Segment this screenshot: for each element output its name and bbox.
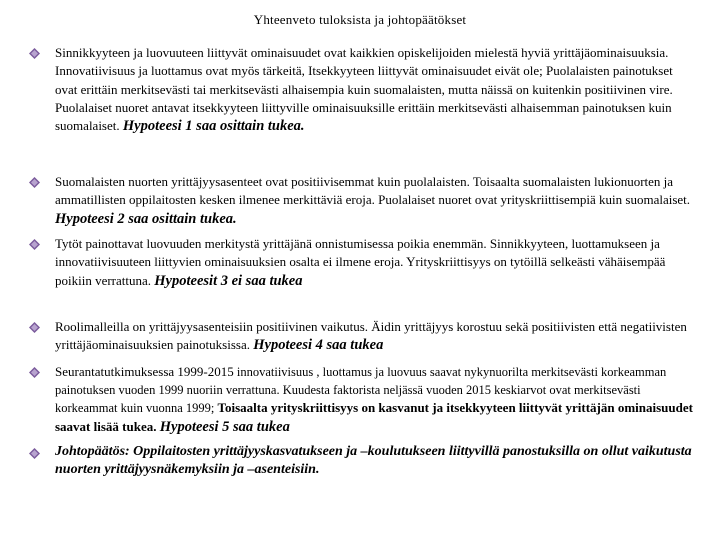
bullet-text: Roolimalleilla on yrittäjyysasenteisiin positiivinen vaikutus. Äidin yrittäjyys korostuu sekä positiivisten että negatiivisten yrittäjäominaisuuksien painotuksissa. xyxy=(55,319,687,353)
hypothesis-label: Hypoteesi 1 saa osittain tukea. xyxy=(122,118,305,135)
hypothesis-label: Hypoteesi 5 saa tukea xyxy=(159,418,290,435)
bullet-item-2 xyxy=(55,173,695,228)
bullet-text: Tytöt painottavat luovuuden merkitystä yrittäjänä onnistumisessa poikia enemmän. Sinnikkyyteen, luottamukseen ja innovatiivisuuteen liittyvien ominaisuuksien osalta ei ilmene eroja. Yrityskriittisyys on tytöillä selkeästi vähäisempää poikiin verrattuna. xyxy=(55,236,666,288)
conclusion-text: Johtopäätös: Oppilaitosten yrittäjyyskasvatukseen ja –koulutukseen liittyvillä panostuksilla on ollut vaikutusta nuorten yrittäjyysnäkemyksiin ja –asenteisiin. xyxy=(55,444,692,477)
bullet-lead: Seurantatutkimuksessa 1999-2015 xyxy=(55,364,234,379)
bullet-item-1 xyxy=(55,44,695,135)
bullet-text: Suomalaisten nuorten yrittäjyysasenteet ovat positiivisemmat kuin puolalaisten. Toisaalta suomalaisten lukionuorten ja ammatillisten oppilaitosten kesken ilmenee merkittäviä eroja. Puolalaiset nuoret ovat yrityskriittisempiä kuin suomalaiset. xyxy=(55,174,691,208)
hypothesis-label: Hypoteesi 4 saa tukea xyxy=(253,337,384,354)
page-title: Yhteenveto tuloksista ja johtopäätökset xyxy=(253,12,467,27)
diamond-bullet-icon xyxy=(29,322,40,333)
diamond-bullet-icon xyxy=(29,48,40,59)
bullet-item-4 xyxy=(55,318,695,355)
diamond-bullet-icon xyxy=(29,239,40,250)
diamond-bullet-icon xyxy=(29,367,40,378)
diamond-bullet-icon xyxy=(29,177,40,188)
bullet-text: innovatiivisuus , luottamus ja luovuus saavat nykynuorilta merkitsevästi korkeamman painotuksen vuoden 1999 nuoriin verrattuna. Kuudesta faktorista neljässä vuoden 2015 keskiarvot ovat merkitsevästi korkeammat kuin vuonna 1999; xyxy=(55,365,667,416)
hypothesis-label: Hypoteesit 3 ei saa tukea xyxy=(154,272,303,289)
hypothesis-label: Hypoteesi 2 saa osittain tukea. xyxy=(55,210,237,227)
bullet-item-3 xyxy=(55,235,695,290)
diamond-bullet-icon xyxy=(29,448,40,459)
conclusion-item xyxy=(55,443,695,479)
bullet-item-5 xyxy=(55,363,695,436)
bullet-bold-text: Toisaalta yrityskriittisyys on kasvanut ja itsekkyyteen liittyvät yrittäjän ominaisuudet saavat lisää tukea. xyxy=(55,400,693,434)
bullet-text: Sinnikkyyteen ja luovuuteen liittyvät ominaisuudet ovat kaikkien opiskelijoiden mielestä hyviä yrittäjäominaisuuksia. Innovatiivisuus ja luottamus ovat myös tärkeitä, Itsekkyyteen liittyvät ominaisuudet eivät ole; Puolalaisten painotukset ovat erittäin merkitsevästi tai merkitsevästi alhaisempia kuin suomalaisten, mutta näissä on kuitenkin positiivinen vire. Puolalaiset nuoret antavat itsekkyyteen liittyville ominaisuuksille erittäin merkitsevästi alhaisemman painotuksen kuin suomalaiset. xyxy=(55,45,673,134)
